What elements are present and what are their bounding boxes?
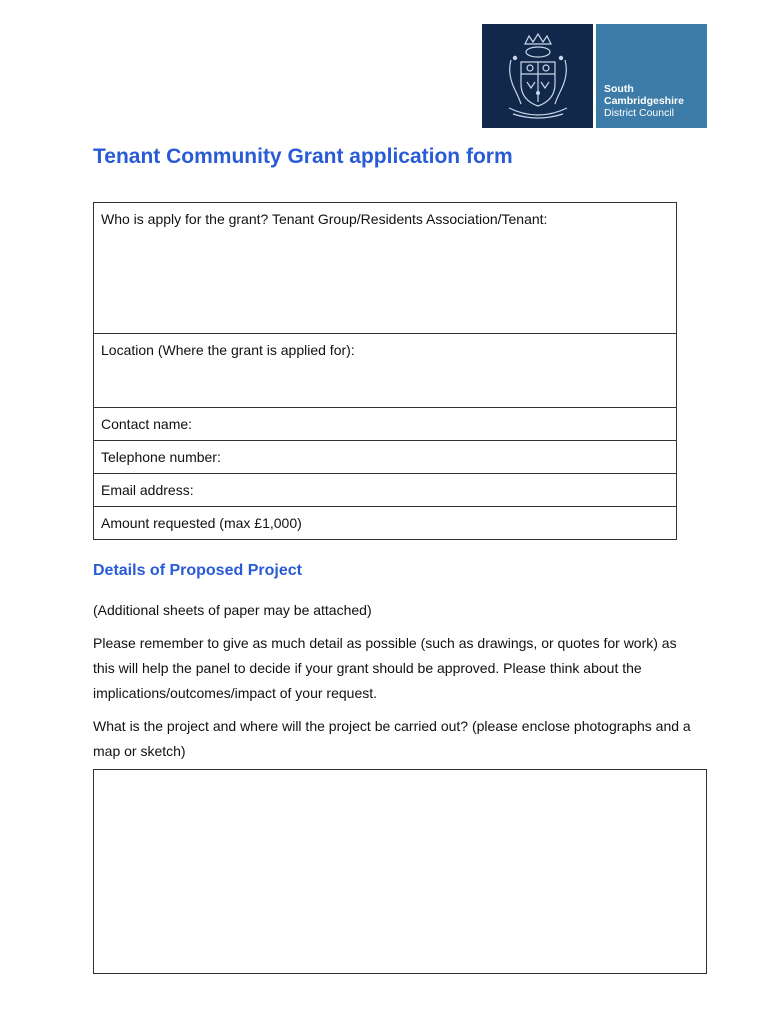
council-name-line3: District Council [604,107,675,119]
amount-field[interactable] [94,507,677,540]
contact-row [94,408,677,441]
contact-label: Contact name: [101,416,193,432]
email-label: Email address: [101,482,194,498]
council-crest-icon [503,30,573,122]
email-field[interactable] [94,474,677,507]
location-field[interactable] [94,334,677,408]
telephone-label: Telephone number: [101,449,221,465]
location-row [94,334,677,408]
who-row [94,203,677,334]
council-name-panel [596,24,707,128]
details-heading: Details of Proposed Project [93,562,302,579]
telephone-field[interactable] [94,441,677,474]
contact-field[interactable] [94,408,677,441]
project-question: What is the project and where will the project be carried out? (please enclose photographs and a map or sketch) [93,718,691,759]
email-row [94,474,677,507]
applicant-details-table [93,202,677,540]
telephone-row [94,441,677,474]
amount-label: Amount requested (max £1,000) [101,515,302,531]
additional-sheets-note: (Additional sheets of paper may be attached) [93,602,372,618]
council-crest-logo [482,24,593,128]
project-description-box[interactable] [93,769,707,974]
council-name-line2: Cambridgeshire [604,95,684,107]
who-field[interactable] [94,203,677,334]
location-label: Location (Where the grant is applied for): [101,342,355,358]
who-label: Who is apply for the grant? Tenant Group/Residents Association/Tenant: [101,211,548,227]
amount-row [94,507,677,540]
detail-instructions: Please remember to give as much detail as possible (such as drawings, or quotes for work) as this will help the panel to decide if your grant should be approved. Please think about the implications/outcomes/impact of your request. [93,635,677,701]
council-name-line1: South [604,83,634,95]
page-title: Tenant Community Grant application form [93,145,513,168]
